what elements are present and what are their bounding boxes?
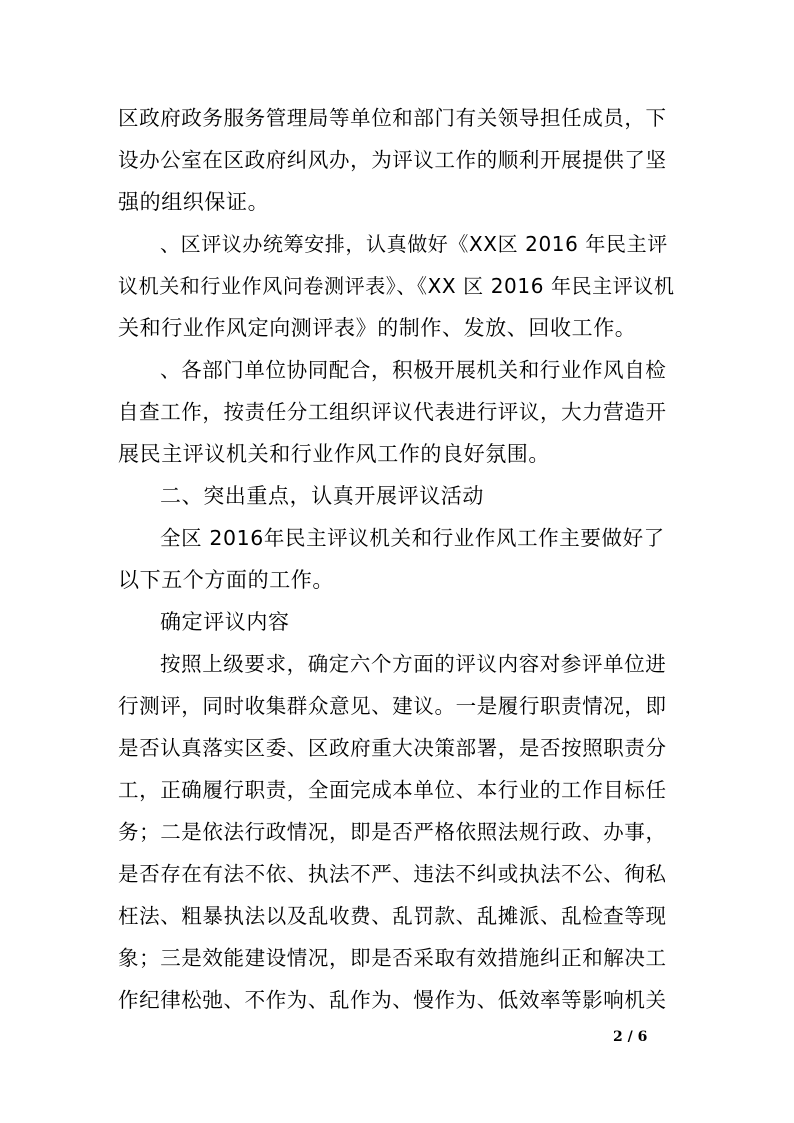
text-line: 枉法、粗暴执法以及乱收费、乱罚款、乱摊派、乱检查等现: [118, 904, 667, 928]
text-line: 、各部门单位协同配合，积极开展机关和行业作风自检: [160, 358, 667, 382]
text-line: 设办公室在区政府纠风办，为评议工作的顺利开展提供了坚: [118, 148, 667, 172]
text-line: 工，正确履行职责，全面完成本单位、本行业的工作目标任: [118, 778, 667, 802]
subsection-heading: 确定评议内容: [160, 610, 290, 634]
text-line: 象；三是效能建设情况，即是否采取有效措施纠正和解决工: [118, 946, 667, 970]
text-line: 全区 2016年民主评议机关和行业作风工作主要做好了: [160, 526, 665, 550]
text-line: 区政府政务服务管理局等单位和部门有关领导担任成员，下: [118, 106, 667, 130]
text-line: 议机关和行业作风问卷测评表》、《XX 区 2016 年民主评议机: [118, 274, 675, 298]
section-heading: 二、突出重点，认真开展评议活动: [160, 484, 484, 508]
text-line: 是否认真落实区委、区政府重大决策部署，是否按照职责分: [118, 736, 667, 760]
text-line: 行测评，同时收集群众意见、建议。一是履行职责情况，即: [118, 694, 667, 718]
text-line: 作纪律松弛、不作为、乱作为、慢作为、低效率等影响机关: [118, 988, 667, 1012]
text-line: 按照上级要求，确定六个方面的评议内容对参评单位进: [160, 652, 667, 676]
text-line: 关和行业作风定向测评表》的制作、发放、回收工作。: [118, 316, 637, 340]
page-number: 2 / 6: [613, 1029, 648, 1045]
text-line: 展民主评议机关和行业作风工作的良好氛围。: [118, 442, 550, 466]
text-line: 强的组织保证。: [118, 190, 270, 214]
text-line: 务；二是依法行政情况，即是否严格依照法规行政、办事，: [118, 820, 667, 844]
text-line: 以下五个方面的工作。: [118, 568, 334, 592]
text-line: 是否存在有法不依、执法不严、违法不纠或执法不公、徇私: [118, 862, 667, 886]
text-line: 自查工作，按责任分工组织评议代表进行评议，大力营造开: [118, 400, 667, 424]
text-line: 、区评议办统筹安排，认真做好《XX区 2016 年民主评: [160, 232, 668, 256]
